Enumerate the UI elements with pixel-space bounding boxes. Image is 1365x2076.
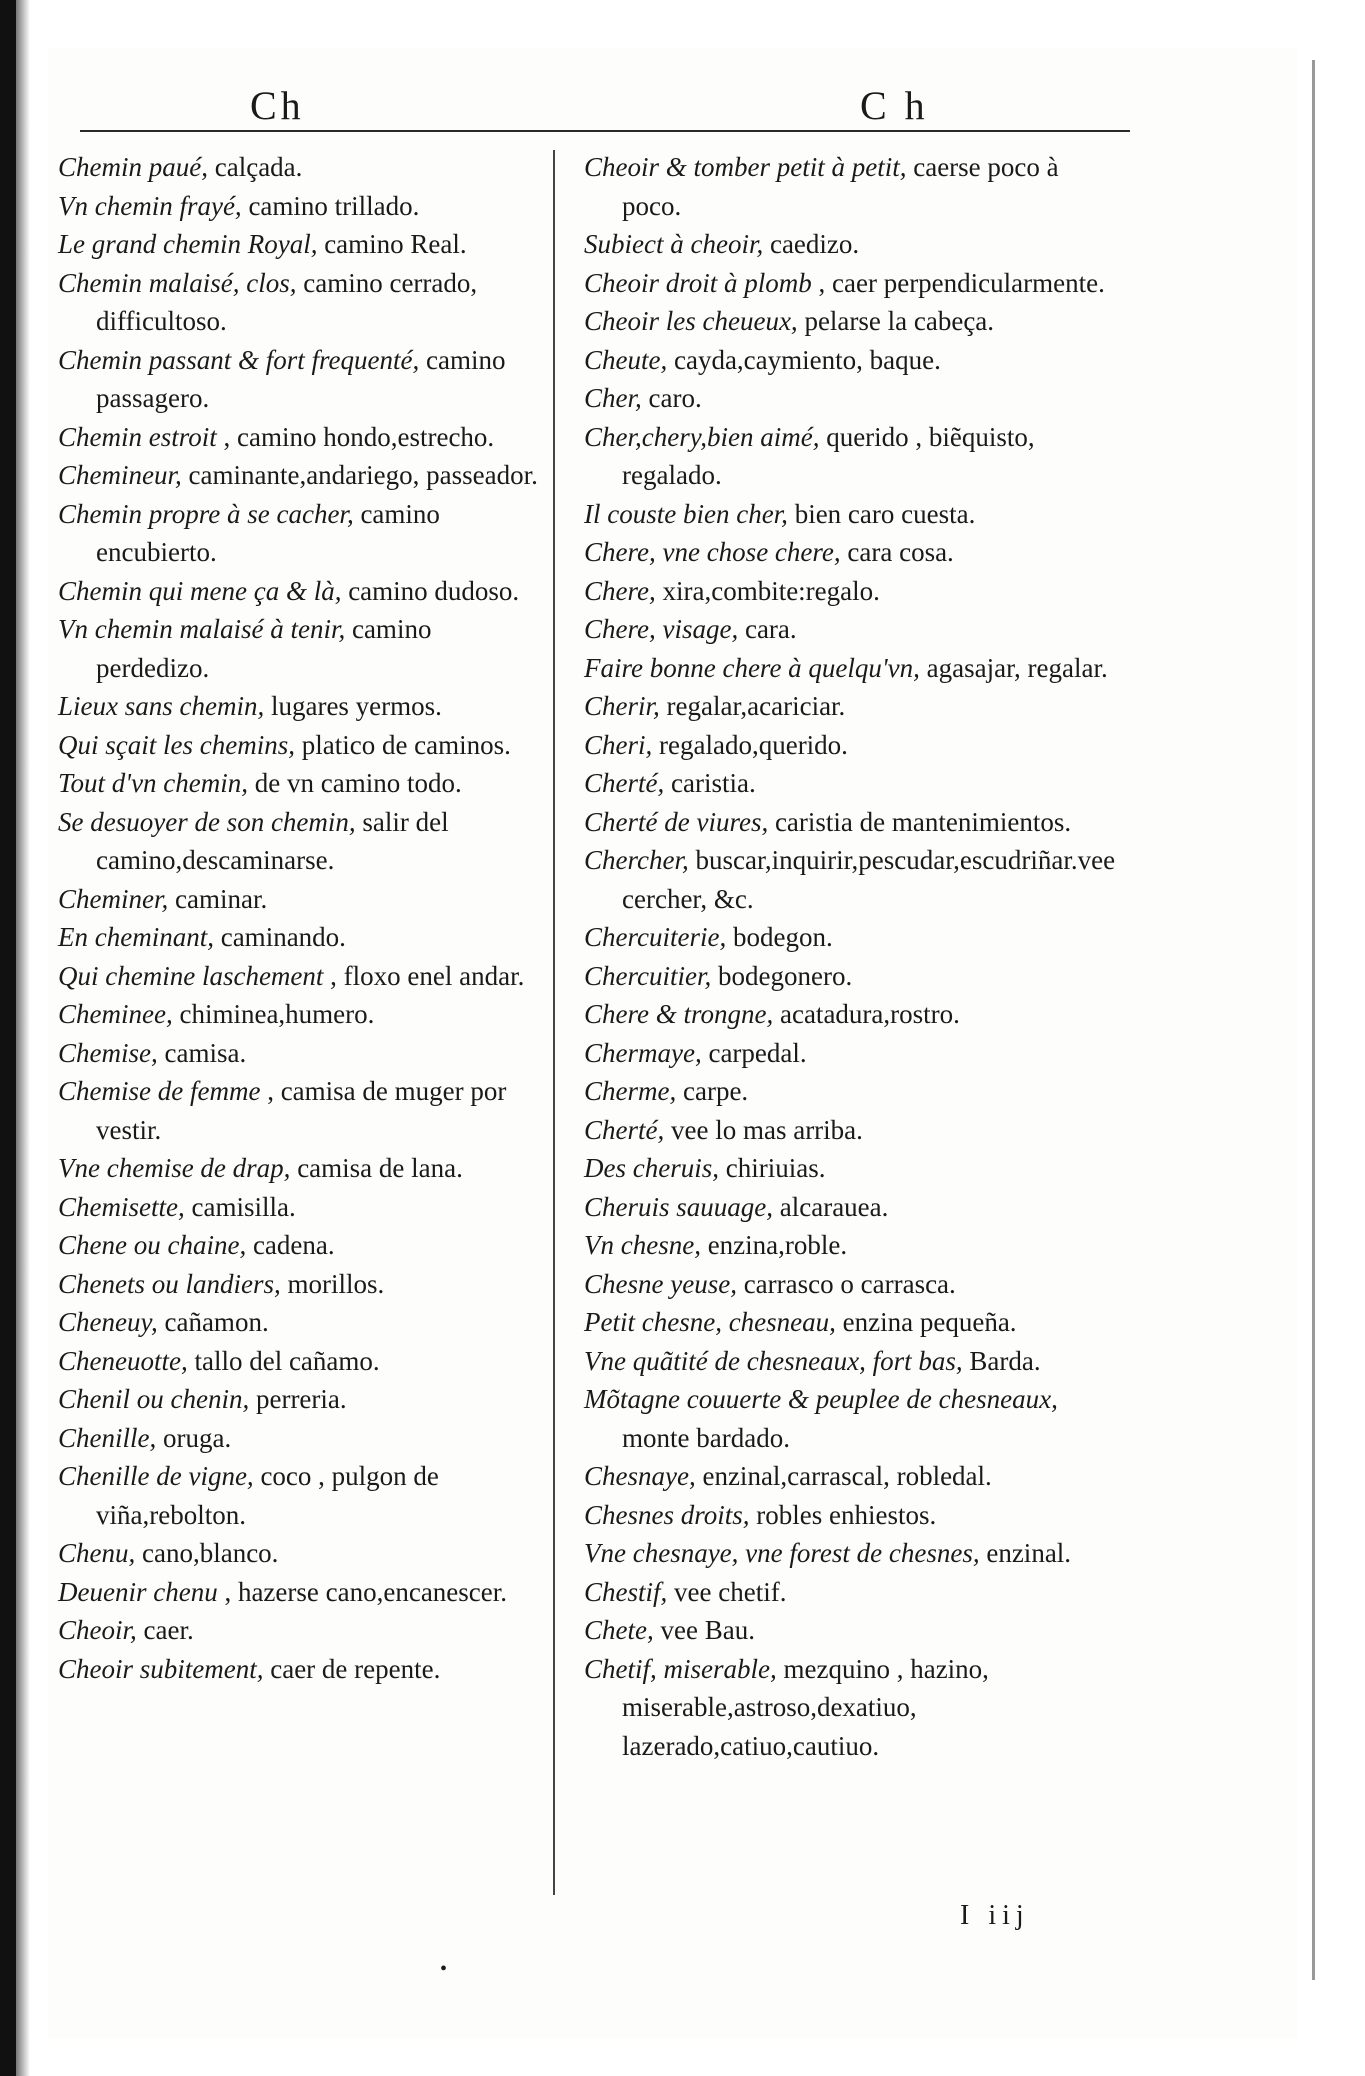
dictionary-entry: [58, 148, 541, 187]
entry-translation: camino dudoso.: [341, 575, 520, 606]
column-divider: [553, 150, 555, 1895]
entry-headword: Chemin passant & fort frequenté,: [58, 344, 420, 375]
entry-translation: coco , pulgon de viña,rebolton.: [96, 1461, 439, 1530]
entry-headword: Petit chesne, chesneau,: [584, 1307, 836, 1337]
dictionary-entry: [584, 918, 1124, 957]
dictionary-entry: [58, 610, 541, 687]
dictionary-entry: [58, 957, 541, 996]
entry-headword: Vn chemin frayé,: [58, 190, 242, 221]
dictionary-entry: [58, 572, 541, 611]
dictionary-entry: [584, 379, 1124, 418]
dictionary-entry: [58, 880, 541, 919]
entry-translation: oruga.: [156, 1422, 232, 1453]
dictionary-entry: [584, 803, 1124, 842]
entry-headword: Qui sçait les chemins,: [58, 729, 295, 760]
dictionary-entry: [584, 1650, 1124, 1766]
entry-translation: , camino hondo,estrecho.: [216, 421, 495, 452]
entry-translation: vee Bau.: [653, 1615, 755, 1645]
entry-translation: buscar,inquirir,pescudar,escudriñar.vee cercher, &c.: [622, 845, 1116, 914]
entry-translation: camisa de lana.: [290, 1153, 463, 1183]
dictionary-entry: [58, 456, 541, 495]
entry-translation: pelarse la cabeça.: [797, 306, 995, 336]
entry-headword: Cherir,: [584, 691, 660, 721]
entry-headword: Chemin paué,: [58, 152, 208, 182]
entry-headword: Chemisette,: [58, 1191, 185, 1222]
entry-headword: Cheneuotte,: [58, 1345, 188, 1376]
entry-translation: camisilla.: [184, 1191, 296, 1222]
dictionary-entry: [58, 1265, 541, 1304]
dictionary-entry: [58, 264, 541, 341]
entry-translation: caminar.: [168, 883, 268, 914]
entry-translation: querido , biẽquisto, regalado.: [622, 421, 1035, 490]
dictionary-entry: [584, 1149, 1124, 1188]
entry-translation: caerse poco à poco.: [622, 152, 1059, 221]
entry-translation: agasajar, regalar.: [919, 652, 1108, 683]
entry-headword: Chere, visage,: [584, 614, 739, 644]
dictionary-entry: [58, 1573, 541, 1612]
dictionary-entry: [58, 726, 541, 765]
entry-translation: carpedal.: [701, 1037, 807, 1068]
dictionary-entry: [584, 957, 1124, 996]
dictionary-entry: [584, 341, 1124, 380]
dictionary-entry: [584, 995, 1124, 1034]
dictionary-entry: [584, 1457, 1124, 1496]
entry-headword: Chenille,: [58, 1422, 157, 1453]
entry-headword: Cherté,: [584, 768, 665, 798]
entry-headword: Le grand chemin Royal,: [58, 229, 318, 259]
dictionary-entry: [58, 1072, 541, 1149]
dictionary-entry: [58, 495, 541, 572]
entry-headword: Chere,: [584, 575, 656, 606]
dictionary-entry: [58, 1419, 541, 1458]
dictionary-entry: [584, 1496, 1124, 1535]
entry-translation: caminante,andariego, passeador.: [181, 460, 538, 490]
entry-translation: enzina pequeña.: [835, 1307, 1017, 1337]
entry-headword: Chemise,: [58, 1037, 158, 1068]
entry-headword: Chercuiterie,: [584, 922, 727, 952]
entry-translation: caristia.: [664, 768, 756, 798]
entry-translation: morillos.: [280, 1268, 385, 1299]
dictionary-entry: [584, 1303, 1124, 1342]
dictionary-entry: [584, 726, 1124, 765]
entry-headword: Chermaye,: [584, 1037, 702, 1068]
entry-translation: mezquino , hazino, miserable,astroso,dexatiuo, lazerado,catiuo,cautiuo.: [622, 1653, 989, 1761]
binding-shadow: [16, 0, 30, 2076]
entry-headword: Cheute,: [584, 344, 668, 375]
entry-headword: Vne quãtité de chesneaux, fort bas,: [584, 1345, 963, 1376]
entry-translation: vee chetif.: [667, 1576, 787, 1607]
dictionary-entry: [584, 1265, 1124, 1304]
entry-translation: camisa.: [157, 1037, 247, 1068]
entry-translation: platico de caminos.: [294, 729, 511, 760]
dictionary-entry: [58, 418, 541, 457]
dictionary-entry: [584, 1342, 1124, 1381]
dictionary-entry: [584, 418, 1124, 495]
entry-translation: caristia de mantenimientos.: [768, 806, 1072, 837]
entry-headword: Chene ou chaine,: [58, 1230, 247, 1260]
entry-translation: camino cerrado, difficultoso.: [96, 267, 478, 336]
dictionary-entry: [58, 1188, 541, 1227]
dictionary-entry: [58, 225, 541, 264]
entry-translation: cara.: [738, 614, 797, 644]
dictionary-entry: [584, 1072, 1124, 1111]
entry-translation: enzina,roble.: [700, 1230, 848, 1260]
entry-translation: tallo del cañamo.: [187, 1345, 380, 1376]
dictionary-entry: [584, 687, 1124, 726]
entry-headword: Vne chesnaye, vne forest de chesnes,: [584, 1538, 980, 1568]
entry-headword: Chere & trongne,: [584, 999, 774, 1029]
entry-headword: Chemin estroit: [58, 421, 217, 452]
entry-headword: Chesne yeuse,: [584, 1268, 737, 1299]
entry-headword: Cheri,: [584, 729, 653, 760]
entry-headword: Cheruis sauuage,: [584, 1191, 773, 1222]
entry-translation: cadena.: [246, 1230, 335, 1260]
entry-translation: bodegon.: [726, 922, 833, 952]
dictionary-entry: [584, 764, 1124, 803]
dictionary-entry: [58, 1380, 541, 1419]
entry-translation: acatadura,rostro.: [773, 999, 960, 1029]
dictionary-entry: [58, 1303, 541, 1342]
entry-headword: Tout d'vn chemin,: [58, 768, 249, 798]
entry-translation: monte bardado.: [622, 1422, 790, 1453]
entry-headword: Cherme,: [584, 1076, 677, 1106]
dictionary-entry: [584, 225, 1124, 264]
entry-translation: caedizo.: [763, 229, 860, 259]
entry-headword: Cherté,: [584, 1114, 665, 1145]
entry-translation: enzinal.: [979, 1538, 1072, 1568]
entry-headword: Lieux sans chemin,: [58, 691, 265, 721]
entry-translation: carrasco o carrasca.: [736, 1268, 956, 1299]
dictionary-entry: [584, 649, 1124, 688]
entry-translation: cañamon.: [157, 1307, 269, 1337]
entry-translation: vee lo mas arriba.: [664, 1114, 863, 1145]
book-binding-edge: [0, 0, 16, 2076]
entry-headword: Cheminer,: [58, 883, 169, 914]
dictionary-entry: [584, 495, 1124, 534]
entry-translation: camino passagero.: [96, 344, 506, 413]
entry-translation: , caer perpendicularmente.: [811, 267, 1105, 298]
right-column: [584, 148, 1124, 1765]
entry-headword: Vne chemise de drap,: [58, 1153, 291, 1183]
entry-headword: Se desuoyer de son chemin,: [58, 806, 356, 837]
dictionary-entry: [58, 1457, 541, 1534]
entry-headword: En cheminant,: [58, 922, 214, 952]
entry-headword: Chenets ou landiers,: [58, 1268, 281, 1299]
entry-headword: Chenille de vigne,: [58, 1461, 254, 1491]
dictionary-entry: [584, 572, 1124, 611]
dictionary-entry: [584, 1034, 1124, 1073]
dictionary-entry: [584, 1226, 1124, 1265]
entry-translation: perreria.: [249, 1384, 347, 1414]
entry-translation: lugares yermos.: [264, 691, 442, 721]
header-rule: [80, 130, 1130, 132]
dictionary-entry: [58, 1149, 541, 1188]
bottom-ornament: •: [440, 1958, 448, 1980]
dictionary-entry: [584, 302, 1124, 341]
dictionary-entry: [58, 1034, 541, 1073]
dictionary-entry: [584, 841, 1124, 918]
entry-headword: Chenil ou chenin,: [58, 1384, 250, 1414]
dictionary-entry: [58, 687, 541, 726]
entry-headword: Vn chemin malaisé à tenir,: [58, 614, 346, 644]
entry-headword: Faire bonne chere à quelqu'vn,: [584, 652, 920, 683]
entry-headword: Chestif,: [584, 1576, 668, 1607]
dictionary-entry: [584, 1380, 1124, 1457]
entry-headword: Chemineur,: [58, 460, 182, 490]
entry-translation: calçada.: [207, 152, 303, 182]
entry-translation: cara cosa.: [840, 537, 954, 567]
entry-headword: Il couste bien cher,: [584, 498, 788, 529]
dictionary-entry: [584, 610, 1124, 649]
entry-translation: regalar,acariciar.: [659, 691, 846, 721]
entry-headword: Chere, vne chose chere,: [584, 537, 841, 567]
entry-translation: bodegonero.: [711, 960, 853, 991]
dictionary-entry: [584, 1534, 1124, 1573]
entry-translation: camino perdedizo.: [96, 614, 432, 683]
entry-headword: Cheoir & tomber petit à petit,: [584, 152, 907, 182]
entry-translation: chiminea,humero.: [172, 999, 375, 1029]
entry-translation: cayda,caymiento, baque.: [667, 344, 941, 375]
entry-translation: caminando.: [213, 922, 346, 952]
dictionary-entry: [58, 1342, 541, 1381]
entry-headword: Mõtagne couuerte & peuplee de chesneaux,: [584, 1384, 1058, 1414]
dictionary-entry: [584, 533, 1124, 572]
dictionary-entry: [58, 187, 541, 226]
entry-headword: Des cheruis,: [584, 1153, 719, 1183]
dictionary-entry: [584, 1188, 1124, 1227]
entry-headword: Chemin malaisé, clos,: [58, 267, 297, 298]
entry-translation: bien caro cuesta.: [787, 498, 976, 529]
entry-translation: chiriuias.: [718, 1153, 826, 1183]
dictionary-entry: [584, 1611, 1124, 1650]
entry-headword: Chete,: [584, 1615, 654, 1645]
entry-translation: salir del camino,descaminarse.: [96, 806, 449, 875]
entry-translation: xira,combite:regalo.: [655, 575, 880, 606]
entry-translation: camino encubierto.: [96, 498, 440, 567]
entry-translation: caer de repente.: [263, 1653, 441, 1684]
entry-headword: Chercuitier,: [584, 960, 712, 991]
entry-headword: Chemin propre à se cacher,: [58, 498, 354, 529]
entry-headword: Cher,chery,bien aimé,: [584, 421, 820, 452]
entry-headword: Chetif, miserable,: [584, 1653, 777, 1684]
entry-translation: robles enhiestos.: [749, 1499, 937, 1530]
entry-headword: Chesnaye,: [584, 1461, 696, 1491]
dictionary-entry: [58, 1226, 541, 1265]
dictionary-entry: [584, 148, 1124, 225]
entry-translation: caer.: [136, 1615, 194, 1645]
entry-headword: Chemise de femme: [58, 1076, 261, 1106]
entry-headword: Cheneuy,: [58, 1307, 158, 1337]
page-right-edge: [1312, 60, 1315, 1980]
entry-translation: regalado,querido.: [652, 729, 848, 760]
entry-headword: Cheminee,: [58, 999, 173, 1029]
dictionary-entry: [584, 1111, 1124, 1150]
entry-headword: Chemin qui mene ça & là,: [58, 575, 342, 606]
running-header-left: Ch: [250, 83, 305, 128]
entry-headword: Cherté de viures,: [584, 806, 769, 837]
left-column: [58, 148, 541, 1688]
signature-mark: I iij: [960, 1900, 1030, 1931]
dictionary-entry: [58, 803, 541, 880]
entry-headword: Cheoir droit à plomb: [584, 267, 812, 298]
entry-translation: alcarauea.: [773, 1191, 889, 1222]
running-header-right: C h: [860, 83, 929, 128]
entry-headword: Chenu,: [58, 1538, 136, 1568]
dictionary-entry: [58, 995, 541, 1034]
entry-translation: carpe.: [676, 1076, 749, 1106]
entry-translation: caro.: [641, 383, 702, 413]
entry-translation: , camisa de muger por vestir.: [96, 1076, 507, 1145]
dictionary-entry: [58, 918, 541, 957]
entry-translation: de vn camino todo.: [248, 768, 462, 798]
dictionary-entry: [58, 1611, 541, 1650]
entry-translation: enzinal,carrascal, robledal.: [695, 1461, 992, 1491]
entry-translation: , floxo enel andar.: [323, 960, 525, 991]
entry-headword: Vn chesne,: [584, 1230, 701, 1260]
dictionary-entry: [58, 1534, 541, 1573]
entry-headword: Cheoir,: [58, 1615, 137, 1645]
entry-headword: Deuenir chenu: [58, 1576, 218, 1607]
entry-headword: Cheoir subitement,: [58, 1653, 264, 1684]
entry-translation: Barda.: [962, 1345, 1041, 1376]
dictionary-entry: [58, 1650, 541, 1689]
entry-translation: , hazerse cano,encanescer.: [217, 1576, 508, 1607]
entry-headword: Chesnes droits,: [584, 1499, 750, 1530]
entry-headword: Qui chemine laschement: [58, 960, 324, 991]
dictionary-entry: [584, 264, 1124, 303]
entry-translation: camino trillado.: [241, 190, 420, 221]
dictionary-entry: [584, 1573, 1124, 1612]
dictionary-entry: [58, 764, 541, 803]
dictionary-entry: [58, 341, 541, 418]
entry-headword: Chercher,: [584, 845, 689, 875]
entry-headword: Subiect à cheoir,: [584, 229, 764, 259]
entry-headword: Cher,: [584, 383, 642, 413]
entry-translation: cano,blanco.: [135, 1538, 279, 1568]
entry-translation: camino Real.: [317, 229, 467, 259]
entry-headword: Cheoir les cheueux,: [584, 306, 798, 336]
